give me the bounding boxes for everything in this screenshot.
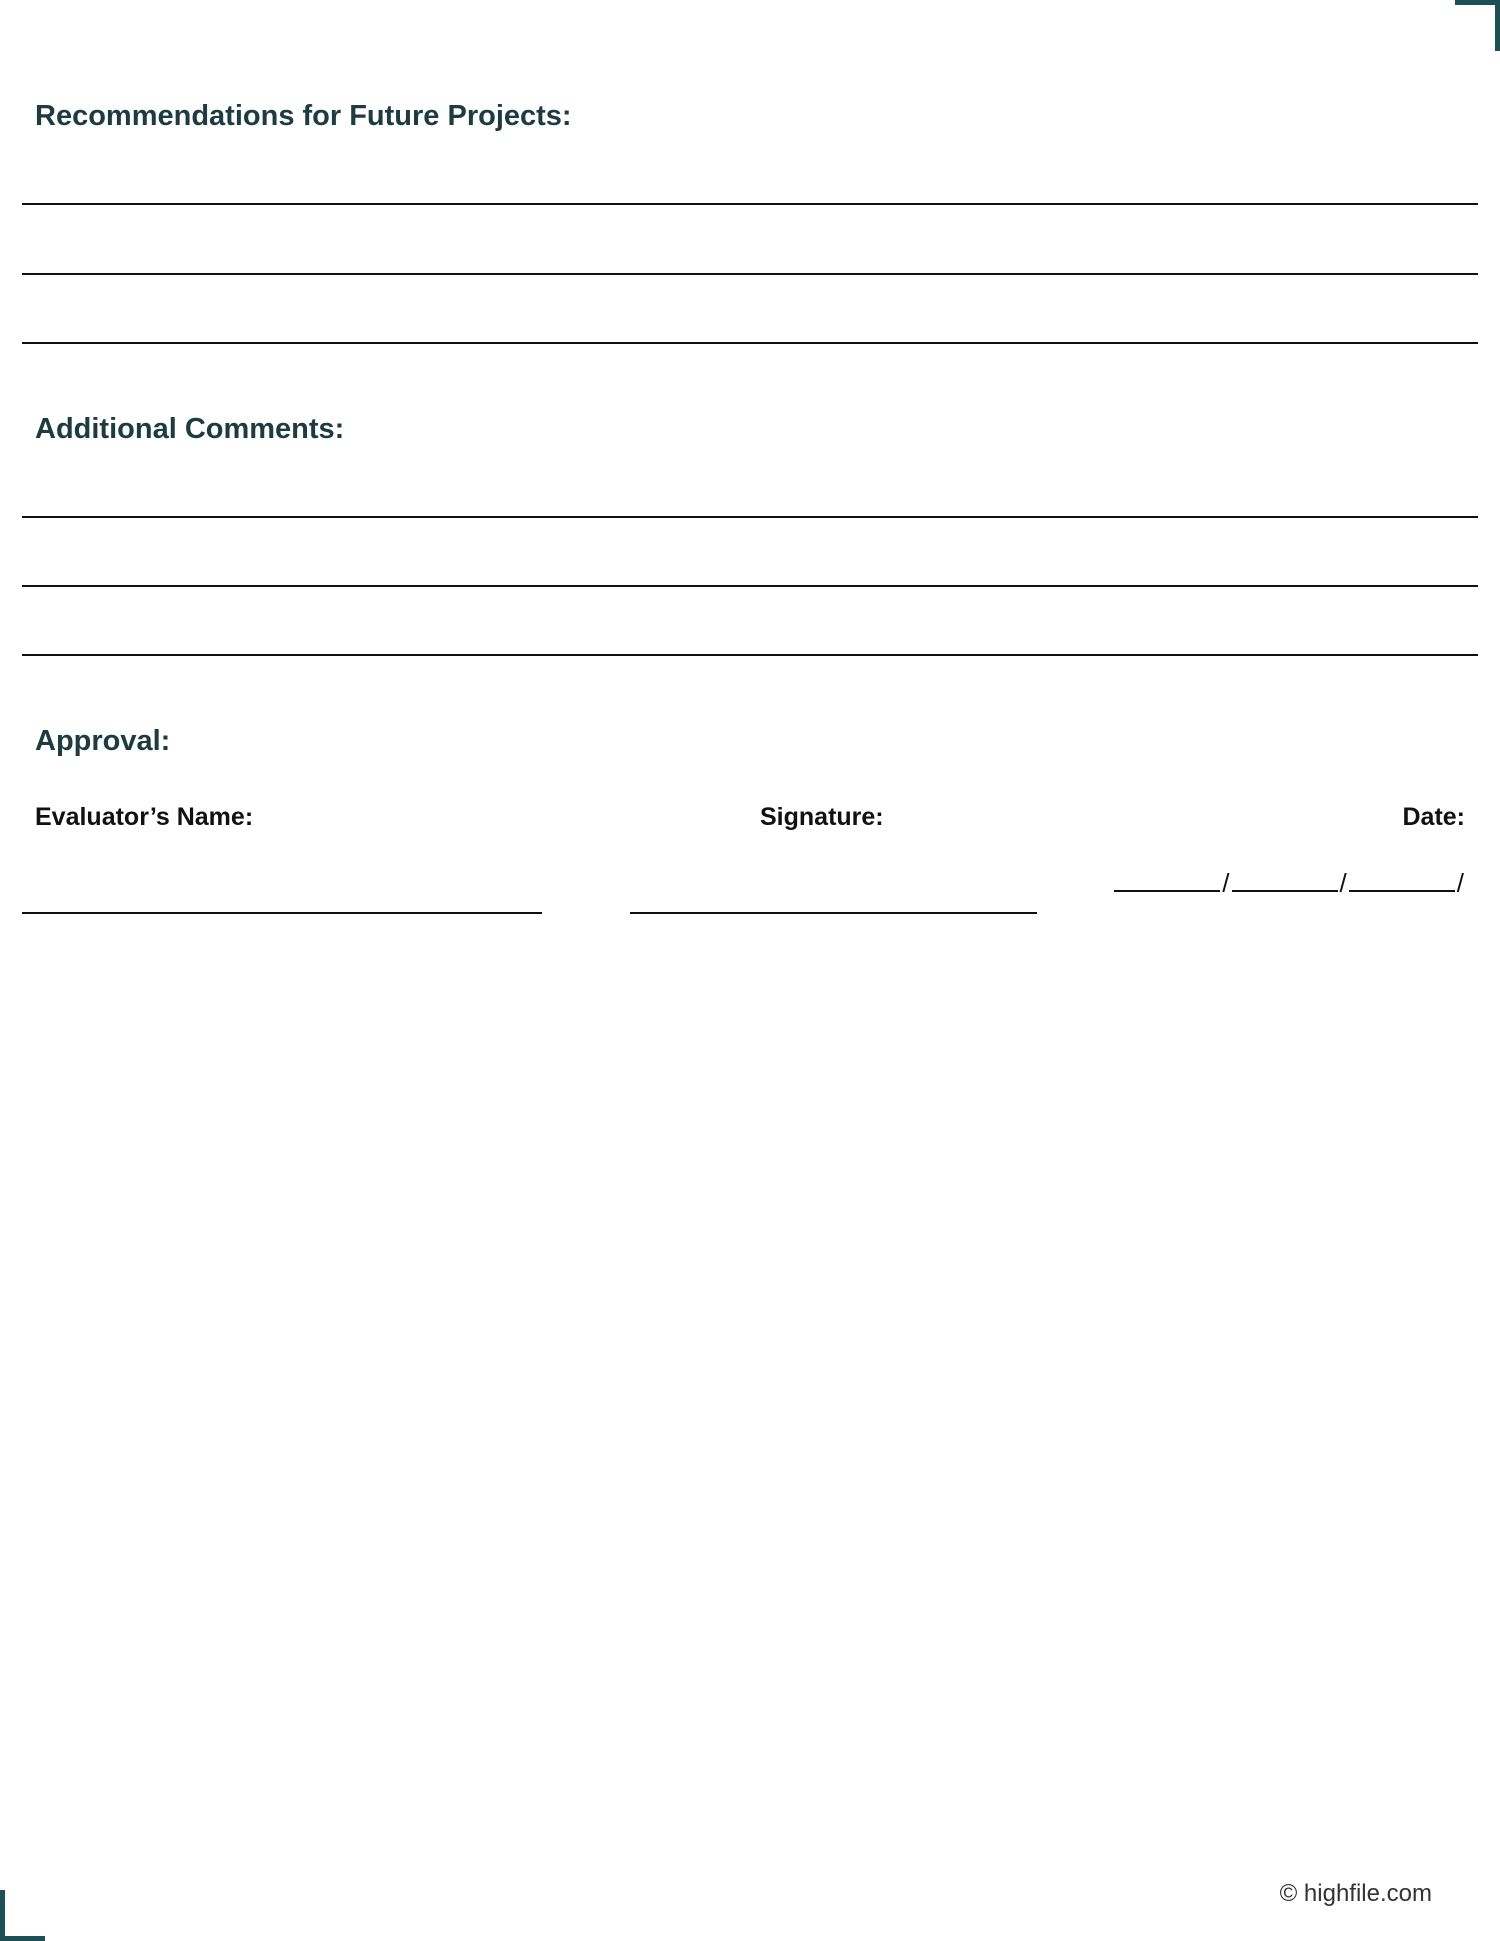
date-field[interactable] [1114, 868, 1466, 899]
date-label: Date: [1402, 803, 1465, 831]
comments-heading: Additional Comments: [35, 413, 345, 445]
date-separator: / [1456, 868, 1464, 898]
signature-label: Signature: [760, 803, 884, 831]
comments-line-2[interactable] [22, 585, 1478, 587]
date-separator: / [1222, 868, 1230, 898]
date-day-slot[interactable] [1114, 890, 1220, 892]
recommendations-line-1[interactable] [22, 203, 1478, 205]
corner-decoration-top-right [1455, 0, 1500, 51]
comments-line-1[interactable] [22, 516, 1478, 518]
evaluator-name-label: Evaluator’s Name: [35, 803, 254, 831]
date-year-slot[interactable] [1349, 890, 1455, 892]
approval-heading: Approval: [35, 725, 171, 757]
footer-copyright: © highfile.com [1279, 1880, 1432, 1907]
signature-line[interactable] [630, 912, 1037, 914]
corner-decoration-bottom-left [0, 1890, 45, 1941]
recommendations-line-2[interactable] [22, 273, 1478, 275]
recommendations-line-3[interactable] [22, 342, 1478, 344]
date-month-slot[interactable] [1232, 890, 1338, 892]
recommendations-heading: Recommendations for Future Projects: [35, 100, 572, 132]
date-separator: / [1339, 868, 1347, 898]
evaluator-name-line[interactable] [22, 912, 542, 914]
comments-line-3[interactable] [22, 654, 1478, 656]
